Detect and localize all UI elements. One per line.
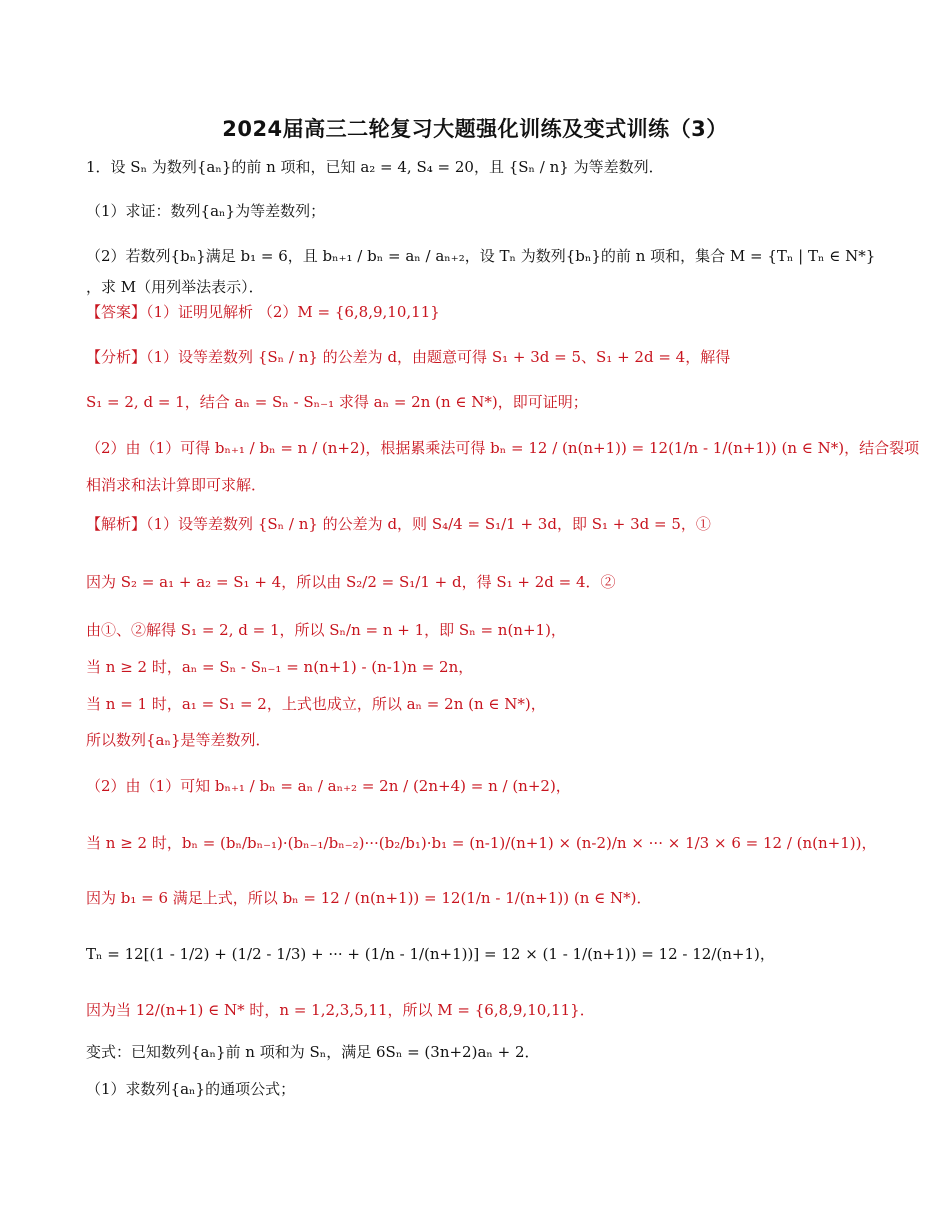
problem-statement: 1．设 Sₙ 为数列{aₙ}的前 n 项和，已知 a₂ = 4, S₄ = 20，且 {Sₙ / n} 为等差数列． bbox=[86, 158, 664, 176]
solution-line-9: 因为 b₁ = 6 满足上式，所以 bₙ = 12 / (n(n+1)) = 12(1/n - 1/(n+1)) (n ∈ N*)． bbox=[86, 889, 652, 907]
analysis-line-2: S₁ = 2, d = 1，结合 aₙ = Sₙ - Sₙ₋₁ 求得 aₙ = 2n (n ∈ N*)，即可证明； bbox=[86, 393, 588, 411]
variant-part1: （1）求数列{aₙ}的通项公式； bbox=[86, 1080, 296, 1098]
answer-line: 【答案】（1）证明见解析 （2）M = {6,8,9,10,11} bbox=[86, 303, 440, 321]
solution-line-6: 所以数列{aₙ}是等差数列． bbox=[86, 731, 271, 749]
part1-question: （1）求证：数列{aₙ}为等差数列； bbox=[86, 202, 326, 220]
analysis-line-3: （2）由（1）可得 bₙ₊₁ / bₙ = n / (n+2)，根据累乘法可得 bₙ = 12 / (n(n+1)) = 12(1/n - 1/(n+1)) (n ∈ N*)，结合裂项 bbox=[86, 439, 920, 457]
variant-problem: 变式：已知数列{aₙ}前 n 项和为 Sₙ，满足 6Sₙ = (3n+2)aₙ + 2． bbox=[86, 1043, 540, 1061]
solution-line-11: 因为当 12/(n+1) ∈ N* 时，n = 1,2,3,5,11，所以 M = {6,8,9,10,11}． bbox=[86, 1001, 595, 1019]
solution-line-7: （2）由（1）可知 bₙ₊₁ / bₙ = aₙ / aₙ₊₂ = 2n / (2n+4) = n / (n+2)， bbox=[86, 777, 571, 795]
solution-line-5: 当 n = 1 时，a₁ = S₁ = 2，上式也成立，所以 aₙ = 2n (n ∈ N*)， bbox=[86, 695, 546, 713]
part2-question-cont: ，求 M（用列举法表示）． bbox=[86, 278, 264, 296]
analysis-line-4: 相消求和法计算即可求解． bbox=[86, 476, 267, 494]
solution-line-2: 因为 S₂ = a₁ + a₂ = S₁ + 4，所以由 S₂/2 = S₁/1 + d，得 S₁ + 2d = 4．② bbox=[86, 573, 616, 591]
part2-question: （2）若数列{bₙ}满足 b₁ = 6，且 bₙ₊₁ / bₙ = aₙ / aₙ₊₂，设 Tₙ 为数列{bₙ}的前 n 项和，集合 M = {Tₙ | Tₙ ∈ N*} bbox=[86, 247, 876, 265]
solution-line-3: 由①、②解得 S₁ = 2, d = 1，所以 Sₙ/n = n + 1，即 Sₙ = n(n+1)， bbox=[86, 621, 566, 639]
solution-line-1: 【解析】（1）设等差数列 {Sₙ / n} 的公差为 d，则 S₄/4 = S₁/1 + 3d，即 S₁ + 3d = 5，① bbox=[86, 515, 711, 533]
analysis-line-1: 【分析】（1）设等差数列 {Sₙ / n} 的公差为 d，由题意可得 S₁ + 3d = 5、S₁ + 2d = 4，解得 bbox=[86, 348, 731, 366]
solution-line-4: 当 n ≥ 2 时，aₙ = Sₙ - Sₙ₋₁ = n(n+1) - (n-1)n = 2n， bbox=[86, 658, 474, 676]
page-title: 2024届高三二轮复习大题强化训练及变式训练（3） bbox=[222, 117, 728, 141]
solution-line-10: Tₙ = 12[(1 - 1/2) + (1/2 - 1/3) + ··· + (1/n - 1/(n+1))] = 12 × (1 - 1/(n+1)) = 12 - 12/(n+1)， bbox=[86, 945, 775, 963]
solution-line-8: 当 n ≥ 2 时，bₙ = (bₙ/bₙ₋₁)·(bₙ₋₁/bₙ₋₂)···(b₂/b₁)·b₁ = (n-1)/(n+1) × (n-2)/n × ··· × 1/3 × 6 = 12 / (n(n+1))， bbox=[86, 834, 877, 852]
